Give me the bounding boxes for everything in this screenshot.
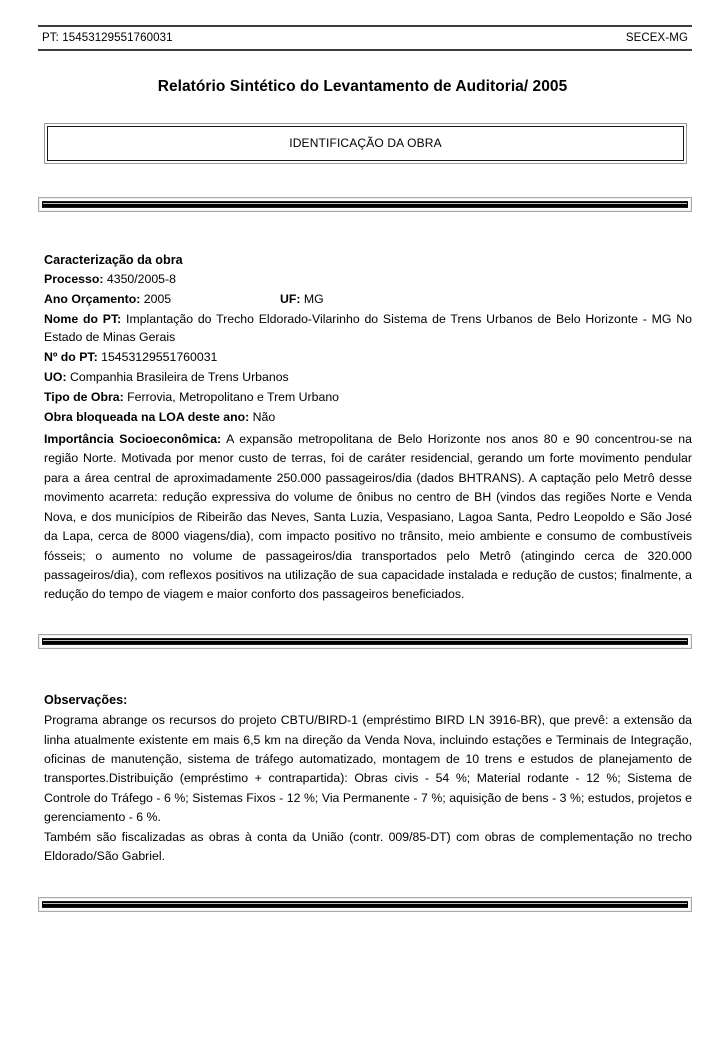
field-obra-bloqueada-label: Obra bloqueada na LOA deste ano:: [44, 410, 250, 425]
observacoes-heading: Observações:: [44, 692, 128, 707]
separator-core: [42, 638, 688, 645]
observacoes-paragraph-2: Também são fiscalizadas as obras à conta da União (contr. 009/85-DT) com obras de complementação no trecho Eldorado/São Gabriel.: [44, 829, 692, 864]
field-numero-pt: [44, 348, 692, 368]
field-uf-value: MG: [303, 292, 324, 307]
field-obra-bloqueada: [44, 408, 692, 428]
field-nome-pt-value: Implantação do Trecho Eldorado-Vilarinho do Sistema de Trens Urbanos de Belo Horizonte - MG No Estado de Minas Gerais: [44, 312, 692, 345]
field-importancia-value: A expansão metropolitana de Belo Horizonte nos anos 80 e 90 concentrou-se na região Norte. Motivada por menor custo de terras, foi de caráter residencial, gerando um forte movimento pendular para a área central de aproximadamente 250.000 passageiros/dia (dados BHTRANS). A captação pelo Metrô desse movimento acarreta: redução expressiva do volume de ônibus no centro de BH (vindos das regiões Norte e Venda Nova, e dos municípios de Ribeirão das Neves, Santa Luzia, Vespasiano, Lagoa Santa, Pedro Leopoldo e São José da Lapa, cerca de 8000 viagens/dia), com impacto positivo no trânsito, meio ambiente e consumo de combustíveis fósseis; o aumento no volume de passageiros/dia transportados pelo Metrô (atingindo cerca de 320.000 passageiros/dia), com reflexos positivos na utilização de sua capacidade instalada e redução de custos; finalmente, a redução do tempo de viagem e maior conforto dos passageiros beneficiados.: [44, 432, 692, 602]
field-nome-pt: [44, 310, 692, 348]
field-uf-label: UF:: [279, 292, 301, 307]
field-tipo-obra-value: Ferrovia, Metropolitano e Trem Urbano: [127, 390, 340, 405]
field-processo-label: Processo:: [44, 272, 104, 287]
field-uo-label: UO:: [44, 370, 67, 385]
separator-highlight: [43, 903, 687, 904]
separator-core: [42, 901, 688, 908]
header-organization: SECEX-MG: [625, 32, 688, 44]
field-importancia-socioeconomica: [44, 428, 692, 605]
header-row: [38, 27, 692, 49]
field-ano-uf-row: [44, 290, 692, 310]
field-ano-orcamento-label: Ano Orçamento:: [44, 292, 141, 307]
ornament-separator-3: [38, 897, 692, 912]
separator-outer-frame: [38, 897, 692, 912]
separator-highlight: [43, 640, 687, 641]
field-processo: [44, 270, 692, 290]
header-pt-number: PT: 15453129551760031: [42, 32, 173, 44]
field-uo: [44, 368, 692, 388]
field-importancia-label: Importância Socioeconômica:: [44, 432, 222, 446]
observacoes-paragraph-1: Programa abrange os recursos do projeto CBTU/BIRD-1 (empréstimo BIRD LN 3916-BR), que prevê: a extensão da linha atualmente existente em mais 6,5 km na direção da Venda Nova, incluindo estações e Terminais de Integração, oficinas de manutenção, sistema de tráfego automatizado, montagem de 10 trens e estudos de planejamento de transportes.Distribuição (empréstimo + contrapartida): Obras civis - 54 %; Material rodante - 12 %; Sistema de Controle do Tráfego - 6 %; Sistemas Fixos - 12 %; Via Permanente - 7 %; aquisição de bens - 3 %; estudos, projetos e gerenciamento - 6 %.: [44, 713, 692, 825]
separator-outer-frame: [38, 634, 692, 649]
separator-inner-frame: [40, 899, 690, 910]
section-banner: [44, 123, 687, 164]
field-numero-pt-value: 15453129551760031: [101, 350, 218, 365]
ornament-separator-1: [38, 197, 692, 212]
field-ano-orcamento-value: 2005: [143, 292, 172, 307]
field-nome-pt-label: Nome do PT:: [44, 312, 122, 327]
field-uo-value: Companhia Brasileira de Trens Urbanos: [69, 370, 289, 385]
page-title: Relatório Sintético do Levantamento de Auditoria/ 2005: [157, 78, 568, 95]
field-processo-value: 4350/2005-8: [106, 272, 176, 287]
ornament-separator-2: [38, 634, 692, 649]
caracterizacao-section: [44, 251, 692, 605]
header-bottom-rule: [38, 49, 692, 51]
caracterizacao-heading: Caracterização da obra: [44, 253, 183, 267]
field-tipo-obra: [44, 388, 692, 408]
section-banner-label: IDENTIFICAÇÃO DA OBRA: [47, 126, 684, 161]
observacoes-section: [44, 691, 692, 867]
page-header: [38, 25, 692, 51]
separator-highlight: [43, 203, 687, 204]
field-obra-bloqueada-value: Não: [252, 410, 276, 425]
separator-inner-frame: [40, 636, 690, 647]
separator-inner-frame: [40, 199, 690, 210]
field-numero-pt-label: Nº do PT:: [44, 350, 98, 365]
separator-outer-frame: [38, 197, 692, 212]
separator-core: [42, 201, 688, 208]
document-page: [0, 25, 725, 1049]
field-tipo-obra-label: Tipo de Obra:: [44, 390, 124, 405]
